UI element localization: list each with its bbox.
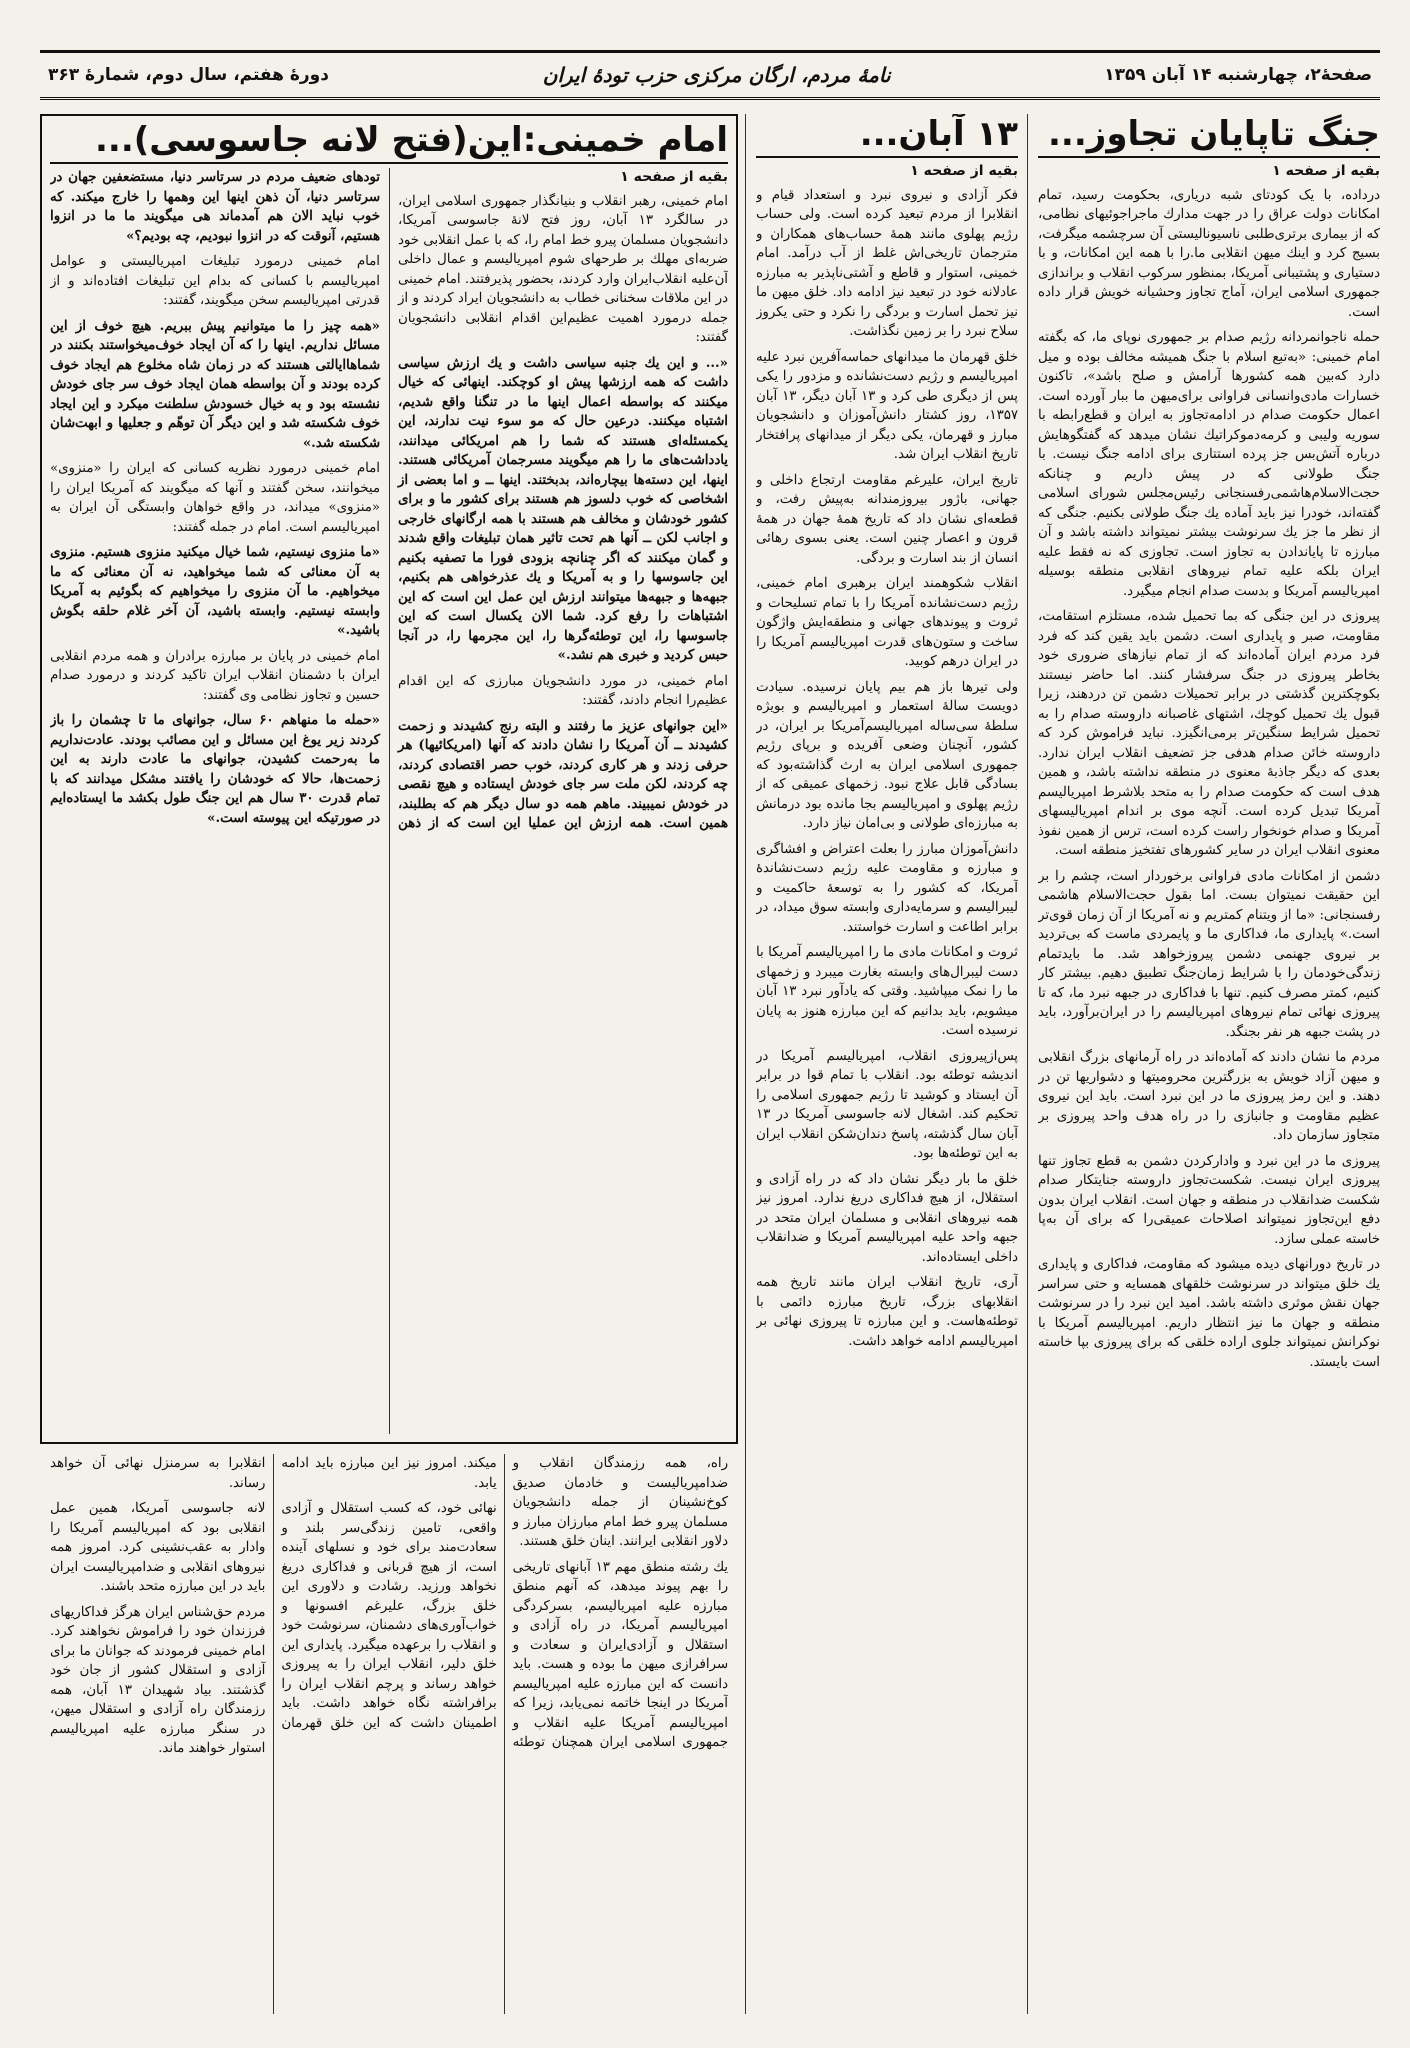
aban-paragraph: پس‌ازپیروزی انقلاب، امپریالیسم آمریکا در اندیشه توطئه بود. انقلاب با تمام قوا در برابر آن ایستاد و کوشید تا رژیم جمهوری اسلامی را تحکیم کند. اشغال لانه جاسوسی آمریکا در ۱۳ آبان سال گذشته، پاسخ دندان‌شکن انقلاب ایران به این توطئه‌ها بود. <box>756 1048 1018 1161</box>
imam-quote: «حمله ما منهاهم ۶۰ سال، جوانهای ما تا چشمان را باز کردند زیر یوغ این مسائل و این مصائب بودند. عادت‌نداریم ما به‌رحمت کشیدن، جوانهای ما عادت دارند به این زحمت‌ها، حالا که خودشان را یافتند مشکل میدانند که با تمام قدرت ۳۰ سال هم این جنگ طول بکشد ما ایستاده‌ایم در صورتیکه این پیوسته است.» <box>50 713 380 826</box>
imam-quote: «... و این یك جنبه سیاسی داشت و یك ارزش سیاسی داشت که همه ارزشها پیش او کوچکند. اینهائی که خیال میکنند که بواسطه اعمال اینها ما در تنگنا واقع شدیم، اشتباه میکنند. درعین حال که مو سوء نیت ندارند، این یکمسئله‌ای هستند که شما را هم امریکائی میدانند، یادداشت‌های ما را هم میگویند مسرجمان آمریکائی هستند. اینها، این دسته‌ها بیچاره‌اند، بدبختند. اینها ــ و اما بعضی از اشخاصی که خوب دلسوز هم هستند برای کشور ما و برای کشور خودشان و مخالف هم هستند با همه ارگانهای خارجی و اجانب لکن ــ آنها هم تحت تاثیر همان تبلیغات واقع شدند و گمان میکنند که اگر چنانچه بزودی فورا ما تصفیه بکنیم این جاسوسها را و به آمریکا و یك عذرخواهی هم بکنیم، جبهه‌ها و جبهه‌ها میتوانند ارزش این عمل این است که این اشتباهات را رفع کرد. شما الان یکسال است که این جاسوسها را، این توطئه‌گرها را، این مجرمها را، در آنجا حبس کردید و خبری هم نشد.» <box>398 355 728 663</box>
aban-paragraph: خلق قهرمان ما میدانهای حماسه‌آفرین نبرد علیه امپریالیسم و رژیم دست‌نشانده و مزدور را یکی پس از دیگری طی کرد و ۱۳ آبان دیگر، ۱۳ آبان ۱۳۵۷، روز کشتار دانش‌آموزان و دانشجویان مبارز و قهرمان، یکی دیگر از میدانهای پرافتخار تاریخ انقلاب ایران شد. <box>756 349 1018 462</box>
aban-paragraph: ثروت و امکانات مادی ما را امپریالیسم آمریکا با دست لیبرال‌های وابسته بغارت میبرد و زخمهای ما را نمک میپاشید. وقتی که یادآور نبرد ۱۳ آبان میشویم، باید بدانیم که این مبارزه هنوز به پایان نرسیده است. <box>756 945 1018 1038</box>
imam-paragraph: امام خمینی درمورد نظریه کسانی که ایران را «منزوی» میخوانند، سخن گفتند و آنها که میگویند که آمریکا ایران را «منزوی» میداند، در واقع خواهان وابستگی آن ایران به امپریالیسم است. امام در جمله گفتند: <box>50 461 380 535</box>
aban-continuation-paragraph: راه، همه رزمندگان انقلاب و ضدامپریالیست و خادمان صدیق کوخ‌نشینان از جمله دانشجویان مسلمان پیرو خط امام مبارزان مبارز و دلاور انقلابی ایرانند. اینان خلق هستند. <box>512 1456 728 1549</box>
masthead <box>40 50 1380 100</box>
war-paragraph: پیروزی ما در این نبرد و وادارکردن دشمن به قطع تجاوز تنها پیروزی ایران نیست. شکست‌تجاوز داروسته جنایتکار صدام شکست ضدانقلاب در منطقه و جهان است. انقلاب ایران بدون دفع این‌تجاوز نمیتواند اصلاحات عمیقی‌را که برای آن به‌پا خاسته عملی سازد. <box>1038 1153 1380 1247</box>
column-rule <box>745 114 746 2014</box>
war-article <box>1038 114 1380 2014</box>
imam-paragraph: امام خمینی در پایان بر مبارزه برادران و همه مردم انقلابی ایران با دشمنان انقلاب ایران تاکید کردند و درمورد صدام حسین و تجاوز نظامی وی گفتند: <box>50 648 380 703</box>
aban-continued-label: بقیه از صفحه ۱ <box>910 163 1018 179</box>
aban-continuation <box>50 1454 728 2014</box>
aban-continuation-paragraph: نهائی خود، که کسب استقلال و آزادی واقعی، تامین زندگی‌سر بلند و سعادت‌مند برای خود و نسلهای آینده است، از هیچ قربانی و فداکاری دریغ نخواهد ورزید. رشادت و دلاوری این خلق بزرگ، علیرغم افسونها و خواب‌آوری‌های دشمنان، سرنوشت خود و انقلاب را برعهده میگیرد. پایداری این خلق دلیر، انقلاب ایران را به پیروزی خواهد رساند و پرچم انقلاب ایران را برافراشته نگاه خواهد داشت. باید اطمینان داشت که این خلق قهرمان انقلابرا به سرمنزل نهائی آن خواهد رساند. <box>50 1456 497 1731</box>
war-paragraph: در تاریخ دورانهای دیده میشود که مقاومت، فداکاری و پایداری یك خلق میتواند در سرنوشت خلقهای همسایه و حتی سراسر جهان نقش موثری داشته باشد. امید این نبرد را در سرنوشت منطقه و جهان ما نیز انتظار داریم. امپریالیسم آمریکا با نوکرانش نمیتواند جلوی اراده خلقی که برای پیروزی بپا خاسته است بایستد. <box>1038 1257 1380 1370</box>
imam-quote: «ما منزوی نیستیم، شما خیال میکنید منزوی هستیم. منزوی به آن معنائی که شما میخواهید، نه آن معنائی که ما میخواهیم. ما آن منزوی را میخواهیم که بگوئیم به آمریکا وابسته نیستیم. وابسته‌ باشید، آن آخر غلام حلقه بگوش باشید.» <box>50 545 380 638</box>
war-paragraph: درداده، با یک کودتای شبه دریاری، بحکومت رسید، تمام امکانات دولت عراق را در جهت مدارك ماجراجوئیهای نظامی، که از بیماری برتری‌طلبی ناسیونالیستی آن سرچشمه میگرفت، بسیج کرد و اینك میهن انقلابی ما.را با همه این امکانات، و با دستیاری و پشتیبانی آمریکا، بمنظور سرکوب انقلاب و براندازی جمهوری اسلامی ایران، آماج تجاوز وحشیانه خویش قرار داده است. <box>1038 187 1380 320</box>
aban-paragraph: تاریخ ایران، علیرغم مقاومت ارتجاع داخلی و جهانی، باژور بیروزمندانه به‌پیش رفت، و قطعه‌ای نشان داد که تاریخ همهٔ جهان در همهٔ قرون و اعصار چنین است. یعنی بسوی رهائی انسان از بند اسارت و بردگی. <box>756 472 1018 566</box>
paper-name: نامهٔ مردم، ارگان مرکزی حزب تودهٔ ایران <box>542 63 891 87</box>
aban-article-title: ۱۳ آبان... <box>756 114 1018 158</box>
imam-continued-label: بقیه از صفحه ۱ <box>620 169 728 185</box>
war-continued-label: بقیه از صفحه ۱ <box>1272 163 1380 179</box>
war-paragraph: مردم ما نشان دادند که آماده‌اند در راه آرمانهای بزرگ انقلابی و میهن آزاد خویش به بزرگترین محرومیتها و دشواریها تن در دهند. و این رمز پیروزی ما در این نبرد است. باید این نیروی عظیم مقاومت و جانبازی را در راه هدف واحد پیروزی بر متجاوز سازمان داد. <box>1038 1050 1380 1143</box>
aban-paragraph: دانش‌آموزان مبارز را بعلت اعتراض و افشاگری و مبارزه و مقاومت علیه رژیم دست‌نشاندهٔ آمریکا، که کشور را به توسعهٔ حاکمیت و لیبرالیسم و سرمایه‌داری وابسته سوق میداد، در برابر اطاعت و اسارت خواستند. <box>756 841 1018 935</box>
newspaper-page <box>40 36 1380 2026</box>
imam-article <box>50 120 728 1434</box>
aban-paragraph: انقلاب شکوهمند ایران برهبری امام خمینی، رژیم دست‌نشانده آمریکا را با تمام تسلیحات و ثروت و پیوندهای جهانی و منطقه‌ایش واژگون ساخت و ستون‌های قدرت امپریالیسم آمریکا را در ایران درهم کوبید. <box>756 576 1018 669</box>
aban-continuation-paragraph: لانه جاسوسی آمریکا، همین عمل انقلابی بود که امپریالیسم آمریکا را وادار به عقب‌نشینی کرد. امروز همه نیروهای انقلابی و ضدامپریالیست ایران باید در این مبارزه متحد باشند. <box>50 1501 266 1594</box>
imam-paragraph: امام خمینی، در مورد دانشجویان مبارزی که این اقدام عظیم‌را انجام دادند، گفتند: <box>398 673 728 708</box>
aban-paragraph: آری، تاریخ انقلاب ایران مانند تاریخ همه انقلابهای بزرگ، تاریخ مبارزه دائمی با توطئه‌هاست. و این مبارزه تا پیروزی نهائی بر امپریالیسم ادامه خواهد داشت. <box>756 1275 1018 1349</box>
issue-date: صفحهٔ۲، چهارشنبه ۱۴ آبان ۱۳۵۹ <box>1104 65 1372 85</box>
column-rule <box>1027 114 1028 2014</box>
aban-continuation-paragraph: یك رشته منطق مهم ۱۳ آبانهای تاریخی را بهم پیوند میدهد، که آنهم منطق مبارزه علیه امپریالیسم، بسرکردگی امپریالیسم آمریکا، در راه آزادی و استقلال و آزادی‌ایران و سعادت و سرافرازی میهن ما بوده و هست. باید دانست که این مبارزه علیه امپریالیسم آمریکا در اینجا خاتمه نمی‌یابد، زیرا که امپریالیسم آمریکا علیه‌ انقلاب و جمهوری اسلامی ایران همچنان توطئه میکند. امروز نیز این مبارزه باید ادامه یابد. <box>281 1456 728 1750</box>
aban-paragraph: فکر آزادی و نیروی نبرد و استعداد قیام و انقلابرا از مردم تبعید کرده است. ولی حساب رژیم پهلوی مانند همهٔ حساب‌های همکاران و مترجمان تاریخی‌اش غلط از آب درآمد. امام خمینی، استوار و قاطع و آشتی‌ناپذیر به مبارزه عادلانه خود در تبعید نیز ادامه داد. خلق میهن ما نیز تحمل اسارت و بردگی را نکرد و حتی یکروز سلاح نبرد را بر زمین نگذاشت. <box>756 187 1018 339</box>
war-paragraph: دشمن از امکانات مادی فراوانی برخوردار است، چشم را بر این حقیقت نمیتوان بست. اما بقول حجت‌الاسلام هاشمی رفسنجانی: «ما از ویتنام کمتریم و نه آمریکا از آن زمان قوی‌تر است.» پایداری ما، فداکاری ما و پایمردی ماست که بی‌تردید بر نیروی جهنمی دشمن پیروزخواهد شد. ما بایدتمام زندگی‌خودمان را با شرایط زمان‌جنگ تطبیق دهیم. بیشتر کار کنیم، کمتر مصرف کنیم. تنها با فداکاری در جبهه نبرد ما، که تا پیروزی نهائی تمام نیروهای امپریالیسم را در ایران‌برآورد، باید در پشت جبهه هر نفر بجنگد. <box>1038 868 1380 1040</box>
aban-article <box>756 114 1018 2014</box>
war-article-title: جنگ تاپایان تجاوز... <box>1038 114 1380 158</box>
war-paragraph: پیروزی در این جنگی که بما تحمیل شده، مستلزم استقامت، مقاومت، صبر و پایداری است. دشمن باید یقین کند که فرد فرد مردم ایران آماده‌اند که از تمام نیازهای ضروری خود بخاطر پیروزی در جنگ سرفشار کنند. اما حاضر نیستند بکوچکترین گذشتی در برابر تحمیلات دشمن تن دردهند، زیرا قبول یك تحمیل کوچك، اشتهای غاصبانه داروسته صدام را به تحمیل شرایط سنگین‌تر برمی‌انگیزد. نباید فراموش کرد که داروسته خائن صدام هدفی جز تضعیف انقلاب ایران ندارد. بعدی که دیگر جاذبهٔ معنوی در منطقه نداشته باشد، و همین هدف است که حکومت صدام را به متحد بلاشرط امپریالیسم آمریکا تبدیل کرده است. آنچه موی بر اندام امپریالیسهای آمریکا و صدام خونخوار راست کرده است، ترس از همین نفوذ معنوی انقلاب ایران در سایر کشورهای تفتخیز منطقه است. <box>1038 609 1380 858</box>
aban-continuation-paragraph: مردم حق‌شناس ایران هرگز فداکاریهای فرزندان خود را فراموش نخواهند کرد. امام خمینی فرمودند که جوانان ما برای آزادی و استقلال کشور از جان خود گذشتند. بیاد شهیدان ۱۳ آبان، همه رزمندگان راه آزادی و استقلال میهن، در سنگر مبارزه علیه امپریالیسم استوار خواهند ماند. <box>50 1604 266 1756</box>
war-paragraph: حمله ناجوانمردانه رژیم صدام بر جمهوری نوپای ما، که بگفته امام خمینی: «به‌تبع اسلام با جنگ همیشه مخالف بوده و میل دارد که‌بین همه کشورها آرامش و صلح باشد»، تاکنون خسارات مادی‌وانسانی فراوانی برای‌میهن ما ببار آورده است. اعمال حکومت صدام در ادامه‌تجاوز به ایران و قطع‌رابطه با سوریه ولیبی و کرمه‌دموکراتیك نشان میدهد که گفتگوهایش درباره آتش‌بس جز پرده استتاری برای ادامه جنگ نیست. با جنگ طولانی که در پیش داریم و چنانکه حجت‌الاسلام‌هاشمی‌رفسنجانی رئیس‌مجلس شورای اسلامی گفته‌اند، خودرا نیز باید آماده یك جنگ طولانی بکنیم. جنگی که از نظر ما جز یك سرنوشت بیشتر نمیتواند داشته باشد و آن مبارزه تا پایاندادن به تجاوز است. تجاوزی که نه فقط علیه ایران بلکه علیه تمام نیروهای انقلابی منطقه بوسیله امپریالیسم آمریکا و بدست صدام انجام میگیرد. <box>1038 330 1380 599</box>
imam-paragraph: امام خمینی، رهبر انقلاب و بنیانگذار جمهوری اسلامی ایران، در سالگرد ۱۳ آبان، روز فتح لانهٔ جاسوسی آمریکا، دانشجویان مسلمان پیرو خط امام را، که با عمل انقلابی خود ضربه‌ای مهلك بر طرحهای شوم امپریالیسم و عمال داخلی آن‌علیه انقلاب‌ایران وارد کردند، بحضور پذیرفتند. امام خمینی در این ملاقات سخنانی خطاب به دانشجویان ایراد کردند و از جمله درمورد اهمیت عظیم‌این اقدام انقلابی دانشجویان گفتند: <box>398 193 728 345</box>
imam-paragraph: امام خمینی درمورد تبلیغات امپریالیستی و عوامل امپریالیسم با کسانی که بدام این تبلیغات افتاده‌اند و از قدرتی امپریالیسم سخن میگویند، گفتند: <box>50 254 380 308</box>
imam-quote: «این جوانهای عزیز ما رفتند و البته رنج کشیدند و زحمت کشیدند ــ آن آمریکا را نشان دادند که آنها (امریکائیها) هر حرفی زدند و هر کاری کردند، خوب حصر اقتصادی کردند، چه کردند، لکن ملت سر جای خودش ایستاده و هیچ نقصی در خودش نمیبیند. ماهم همه دو سال دیگر هم که بطلبند، همین است. همه ارزش این عملیا این است که از ذهن تودهای ضعیف مردم در سرتاسر دنیا، مستضعفین جهان در سرتاسر دنیا، آن ذهن اینها این وهمها را خارج میکند. که خوب نباید الان هم آمدماند هی میگویند ما ما در انزوا هستیم، آنوقت که در انزوا نبودیم، چه بودیم؟» <box>50 170 728 831</box>
aban-paragraph: خلق ما بار دیگر نشان داد که در راه آزادی و استقلال، از هیچ فداکاری دریغ ندارد. امروز نیز همه نیروهای انقلابی و مسلمان ایران متحد در جبهه واحد علیه امپریالیسم آمریکا و ضدانقلاب داخلی ایستاده‌اند. <box>756 1171 1018 1265</box>
aban-paragraph: ولی تیرها باز هم بیم پایان نرسیده. سیادت دویست سالهٔ استعمار و امپریالیسم و بویژه سلطه‌ٔ سی‌ساله امپریالیسم‌آمریکا بر ایران، در کشور، آنچنان وضعی آفریده و برپای رژیم جمهوری اسلامی ایران به ارث گذاشته‌بود که بسادگی قابل علاج نبود. زخمهای عمیقی که از رژیم پهلوی و امپریالیسم بجا مانده بود درمانش به مبارزه‌ای طولانی و بی‌امان نیاز دارد. <box>756 679 1018 831</box>
imam-article-title: امام خمینی:این(فتح لانه جاسوسی)... <box>50 120 728 164</box>
imam-quote: «همه چیز را ما میتوانیم پیش ببریم. هیچ خوف از این مسائل نداریم. اینها را که آن ایجاد خوف‌میخواستند بکنند در شماها‌ایالتی هستند که در زمان شاه مخلوع هم ایجاد خوف کرده بودند و آن بواسطه همان ایجاد خوف سر جای خودش نشسته بود و به خیال خسودش سلطنت میکرد و این ایجاد خوف شکسته شد و این دیگر آن توهّم و جعلیها و ابهت‌شان شکسته شد.» <box>50 318 380 451</box>
issue-number: دورهٔ هفتم، سال دوم، شمارهٔ ۳۶۳ <box>48 65 329 85</box>
